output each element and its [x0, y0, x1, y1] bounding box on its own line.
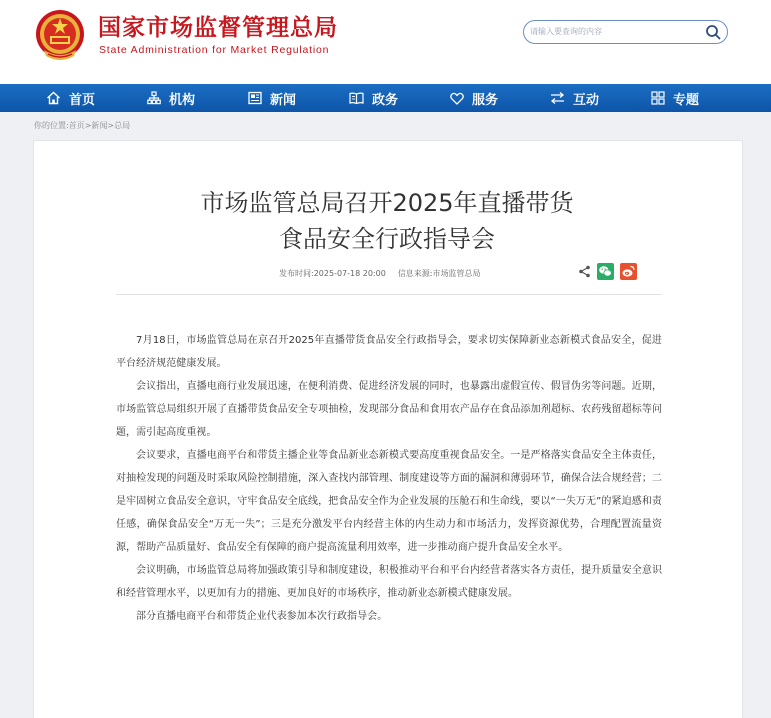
home-icon	[46, 91, 61, 105]
publish-time: 2025-07-18 20:00	[313, 269, 386, 278]
breadcrumb-news[interactable]: 新闻	[91, 121, 108, 130]
nav-item-interaction[interactable]	[550, 84, 599, 112]
article-title	[34, 185, 740, 257]
nav-item-home[interactable]	[46, 84, 95, 112]
share-button[interactable]	[578, 265, 591, 278]
article-body	[116, 329, 662, 628]
search-input[interactable]	[530, 22, 702, 41]
weibo-icon	[620, 263, 637, 280]
nav-label: 机构	[169, 92, 196, 108]
org-icon	[147, 91, 161, 105]
wechat-share-button[interactable]	[597, 263, 614, 280]
source-label: 信息来源:	[397, 269, 433, 278]
article-title-line-1: 市场监管总局召开2025年直播带货	[200, 189, 574, 217]
weibo-share-button[interactable]	[620, 263, 637, 280]
breadcrumb-home[interactable]: 首页	[68, 121, 85, 130]
heart-icon	[450, 92, 464, 105]
breadcrumb-separator: >	[84, 121, 92, 130]
breadcrumb	[34, 120, 130, 131]
publish-label: 发布时间:	[279, 269, 314, 278]
article-title-line-2: 食品安全行政指导会	[279, 225, 495, 253]
meta-divider	[116, 294, 662, 295]
article-paragraph: 部分直播电商平台和带货企业代表参加本次行政指导会。	[136, 611, 388, 622]
breadcrumb-separator: >	[107, 121, 115, 130]
breadcrumb-hq[interactable]: 总局	[114, 121, 131, 130]
search-box	[523, 20, 728, 44]
arrows-icon	[550, 91, 565, 105]
article-paragraph: 会议指出，直播电商行业发展迅速，在便利消费、促进经济发展的同时，也暴露出虚假宣传、假冒伪劣等问题。近期，市场监管总局组织开展了直播带货食品安全专项抽检，发现部分食品和食用农产品存在食品添加剂超标、农药残留超标等问题，需引起高度重视。	[116, 381, 662, 438]
source-name: 市场监管总局	[432, 269, 481, 278]
share-bar	[572, 263, 637, 280]
nav-item-org[interactable]	[147, 84, 195, 112]
nav-item-government[interactable]	[349, 84, 398, 112]
news-icon	[248, 91, 262, 105]
main-nav	[0, 84, 771, 112]
nav-item-news[interactable]	[248, 84, 296, 112]
nav-label: 新闻	[270, 92, 297, 108]
nav-item-service[interactable]	[450, 84, 498, 112]
site-name-cn[interactable]: 国家市场监督管理总局	[98, 15, 338, 41]
article-paragraph: 会议明确，市场监管总局将加强政策引导和制度建设，积极推动平台和平台内经营者落实各方责任，提升质量安全意识和经营管理水平，以更加有力的措施、更加良好的市场秩序，推动新业态新模式健康发展。	[116, 565, 662, 599]
nav-label: 互动	[573, 92, 600, 108]
wechat-icon	[597, 263, 614, 280]
article-meta	[279, 268, 481, 279]
government-icon	[349, 91, 364, 105]
nav-label: 专题	[673, 92, 700, 108]
share-icon	[578, 265, 591, 278]
nav-label: 首页	[69, 92, 96, 108]
article-container	[33, 140, 743, 718]
breadcrumb-prefix: 你的位置:	[34, 121, 69, 130]
search-icon[interactable]	[705, 24, 721, 40]
grid-icon	[651, 91, 665, 105]
nav-label: 政务	[372, 92, 399, 108]
site-header	[0, 0, 771, 84]
article-paragraph: 会议要求，直播电商平台和带货主播企业等食品新业态新模式要高度重视食品安全。一是严格落实食品安全主体责任，对抽检发现的问题及时采取风险控制措施，深入查找内部管理、制度建设等方面的漏洞和薄弱环节，确保合法合规经营；二是牢固树立食品安全意识，守牢食品安全底线，把食品安全作为企业发展的压舱石和生命线，要以“一失万无”的紧迫感和责任感，确保食品安全“万无一失”；三是充分激发平台内经营主体的内生动力和市场活力，发挥资源优势，合理配置流量资源，帮助产品质量好、食品安全有保障的商户提高流量利用效率，进一步推动商户提升食品安全水平。	[116, 450, 662, 553]
nav-item-topics[interactable]	[651, 84, 699, 112]
article-paragraph: 7月18日，市场监管总局在京召开2025年直播带货食品安全行政指导会，要求切实保障新业态新模式食品安全，促进平台经济规范健康发展。	[116, 335, 662, 369]
nav-label: 服务	[472, 92, 499, 108]
site-name-en: State Administration for Market Regulation	[99, 44, 330, 56]
national-emblem-icon[interactable]	[34, 8, 86, 62]
